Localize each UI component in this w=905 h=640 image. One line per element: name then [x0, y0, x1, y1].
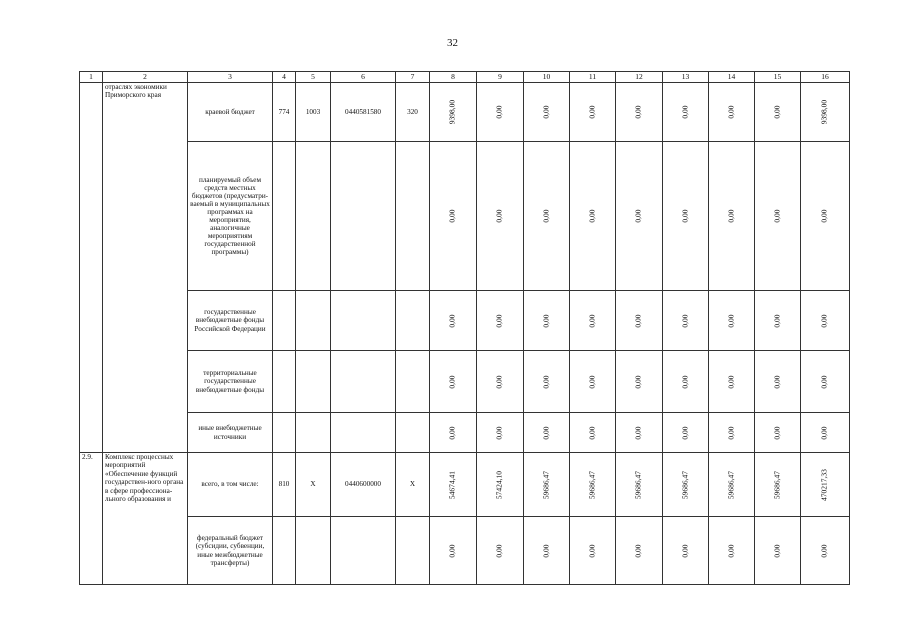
row-number-cell: [80, 83, 103, 453]
value-text: 0,00: [680, 543, 690, 558]
value-text: 59686,47: [680, 470, 690, 499]
code-cell: [273, 517, 296, 585]
value-text: 59686,47: [772, 470, 782, 499]
code-cell: [273, 413, 296, 453]
code-cell: [296, 142, 331, 291]
value-cell: [430, 453, 477, 517]
value-text: 0,00: [726, 105, 736, 119]
value-text: 0,00: [772, 543, 782, 558]
value-text: 0,00: [541, 105, 551, 119]
value-text: 0,00: [772, 105, 782, 119]
value-cell: [663, 83, 709, 142]
value-cell: [570, 413, 616, 453]
column-header: 16: [801, 72, 850, 83]
value-cell: [570, 453, 616, 517]
value-cell: [430, 413, 477, 453]
value-text: 0,00: [587, 209, 597, 223]
value-cell: [755, 517, 801, 585]
value-text: 0,00: [587, 425, 597, 440]
value-cell: [524, 142, 570, 291]
value-text: 0,00: [726, 374, 736, 389]
funding-source-cell: территориальные государственные внебюджетные фонды: [188, 351, 273, 413]
value-cell: [570, 83, 616, 142]
value-cell: [755, 291, 801, 351]
column-header: 5: [296, 72, 331, 83]
value-cell: [477, 142, 524, 291]
table-row: [80, 453, 850, 517]
column-header: 12: [616, 72, 663, 83]
value-text: 0,00: [541, 313, 551, 328]
value-text: 0,00: [726, 313, 736, 328]
column-header: 13: [663, 72, 709, 83]
value-cell: [524, 83, 570, 142]
column-header: 6: [331, 72, 396, 83]
value-text: 54674,41: [447, 470, 457, 499]
funding-source-cell: государственные внебюджетные фонды Российской Федерации: [188, 291, 273, 351]
value-cell: [709, 517, 755, 585]
value-text: 0,00: [772, 313, 782, 328]
value-text: 59686,47: [726, 470, 736, 499]
code-cell: 0440581580: [331, 83, 396, 142]
column-header: 14: [709, 72, 755, 83]
code-cell: 0440600000: [331, 453, 396, 517]
value-cell: [477, 413, 524, 453]
budget-table: [79, 71, 850, 585]
code-cell: [273, 351, 296, 413]
value-text: 0,00: [494, 374, 504, 389]
value-text: 0,00: [680, 209, 690, 223]
activity-name-cell: Комплекс процессных мероприятий «Обеспечение функций государствен-ного органа в сфере профессиона-льного образования и: [103, 453, 188, 585]
code-cell: [296, 291, 331, 351]
column-header: 3: [188, 72, 273, 83]
column-header: 10: [524, 72, 570, 83]
value-cell: [663, 351, 709, 413]
value-cell: [709, 142, 755, 291]
header-row: [80, 72, 850, 83]
value-text: 0,00: [680, 425, 690, 440]
value-cell: [616, 413, 663, 453]
code-cell: [331, 351, 396, 413]
value-text: 0,00: [726, 425, 736, 440]
code-cell: 320: [396, 83, 430, 142]
value-text: 0,00: [541, 425, 551, 440]
value-cell: [801, 83, 850, 142]
value-cell: [616, 291, 663, 351]
value-cell: [477, 517, 524, 585]
value-cell: [801, 453, 850, 517]
value-cell: [755, 453, 801, 517]
value-cell: [570, 291, 616, 351]
value-cell: [524, 413, 570, 453]
code-cell: [396, 291, 430, 351]
value-text: 0,00: [447, 313, 457, 328]
value-cell: [663, 517, 709, 585]
value-cell: [663, 413, 709, 453]
column-header: 4: [273, 72, 296, 83]
value-text: 0,00: [633, 313, 643, 328]
value-text: 0,00: [447, 425, 457, 440]
value-cell: [616, 517, 663, 585]
value-cell: [570, 517, 616, 585]
value-text: 59686,47: [587, 470, 597, 499]
value-cell: [709, 453, 755, 517]
table-row: [80, 142, 850, 291]
value-text: 0,00: [494, 105, 504, 119]
value-text: 0,00: [587, 374, 597, 389]
column-header: 8: [430, 72, 477, 83]
value-cell: [477, 453, 524, 517]
value-text: 0,00: [447, 374, 457, 389]
value-text: 0,00: [819, 543, 829, 558]
value-text: 59686,47: [541, 470, 551, 499]
code-cell: [331, 413, 396, 453]
value-text: 0,00: [772, 425, 782, 440]
value-text: 0,00: [494, 425, 504, 440]
value-cell: [709, 351, 755, 413]
column-header: 7: [396, 72, 430, 83]
value-cell: [430, 83, 477, 142]
value-text: 0,00: [541, 543, 551, 558]
table-row: [80, 83, 850, 142]
code-cell: [273, 291, 296, 351]
value-cell: [430, 517, 477, 585]
code-cell: [396, 413, 430, 453]
value-text: 0,00: [680, 313, 690, 328]
value-text: 0,00: [726, 209, 736, 223]
value-cell: [524, 291, 570, 351]
value-cell: [524, 453, 570, 517]
row-number-cell: 2.9.: [80, 453, 103, 585]
value-cell: [709, 291, 755, 351]
value-cell: [570, 142, 616, 291]
column-header: 15: [755, 72, 801, 83]
value-text: 0,00: [447, 209, 457, 223]
value-cell: [616, 83, 663, 142]
column-header: 9: [477, 72, 524, 83]
value-cell: [477, 83, 524, 142]
page-number: 32: [447, 37, 458, 49]
value-text: 0,00: [494, 209, 504, 223]
value-text: 0,00: [447, 543, 457, 558]
value-text: 0,00: [819, 374, 829, 389]
code-cell: [396, 351, 430, 413]
code-cell: 774: [273, 83, 296, 142]
value-cell: [755, 83, 801, 142]
value-cell: [755, 351, 801, 413]
value-cell: [616, 453, 663, 517]
value-text: 0,00: [633, 374, 643, 389]
value-text: 0,00: [587, 313, 597, 328]
funding-source-cell: всего, в том числе:: [188, 453, 273, 517]
funding-source-cell: иные внебюджетные источники: [188, 413, 273, 453]
funding-source-cell: федеральный бюджет (субсидии, субвенции, иные межбюджетные трансферты): [188, 517, 273, 585]
value-text: 0,00: [726, 543, 736, 558]
value-cell: [801, 413, 850, 453]
value-cell: [616, 142, 663, 291]
value-text: 0,00: [772, 374, 782, 389]
code-cell: X: [296, 453, 331, 517]
column-header: 2: [103, 72, 188, 83]
value-cell: [801, 517, 850, 585]
value-cell: [709, 413, 755, 453]
code-cell: X: [396, 453, 430, 517]
activity-name-cell: отраслях экономики Приморского края: [103, 83, 188, 453]
table-row: [80, 291, 850, 351]
value-text: 0,00: [819, 425, 829, 440]
value-text: 9398,00: [447, 99, 457, 125]
table-row: [80, 517, 850, 585]
code-cell: [296, 413, 331, 453]
value-text: 0,00: [633, 105, 643, 119]
value-cell: [709, 83, 755, 142]
value-cell: [430, 142, 477, 291]
value-cell: [663, 142, 709, 291]
value-text: 0,00: [587, 105, 597, 119]
value-cell: [755, 413, 801, 453]
value-text: 0,00: [541, 374, 551, 389]
value-text: 0,00: [819, 313, 829, 328]
column-header: 11: [570, 72, 616, 83]
column-header: 1: [80, 72, 103, 83]
table-row: [80, 351, 850, 413]
value-text: 0,00: [587, 543, 597, 558]
table-row: [80, 413, 850, 453]
value-cell: [801, 351, 850, 413]
code-cell: [296, 351, 331, 413]
code-cell: [331, 517, 396, 585]
value-text: 0,00: [633, 425, 643, 440]
value-text: 0,00: [680, 374, 690, 389]
value-text: 59686,47: [633, 470, 643, 499]
value-cell: [755, 142, 801, 291]
value-cell: [663, 291, 709, 351]
code-cell: [331, 142, 396, 291]
funding-source-cell: планируемый объем средств местных бюджетов (предусматри-ваемый в муниципальных программах на мероприятия, аналогичные мероприятиям государственной программы): [188, 142, 273, 291]
value-cell: [477, 351, 524, 413]
value-cell: [430, 351, 477, 413]
value-text: 0,00: [633, 209, 643, 223]
code-cell: [396, 517, 430, 585]
value-cell: [616, 351, 663, 413]
value-text: 0,00: [633, 543, 643, 558]
funding-source-cell: краевой бюджет: [188, 83, 273, 142]
value-text: 0,00: [819, 209, 829, 223]
value-cell: [524, 517, 570, 585]
code-cell: 810: [273, 453, 296, 517]
value-text: 470217,33: [819, 468, 829, 501]
value-cell: [663, 453, 709, 517]
value-cell: [801, 142, 850, 291]
value-cell: [801, 291, 850, 351]
value-text: 0,00: [680, 105, 690, 119]
value-text: 57424,10: [494, 470, 504, 499]
value-text: 0,00: [494, 543, 504, 558]
code-cell: [396, 142, 430, 291]
code-cell: 1003: [296, 83, 331, 142]
code-cell: [331, 291, 396, 351]
value-text: 0,00: [494, 313, 504, 328]
value-text: 9398,00: [819, 99, 829, 125]
value-cell: [524, 351, 570, 413]
value-text: 0,00: [772, 209, 782, 223]
code-cell: [296, 517, 331, 585]
value-text: 0,00: [541, 209, 551, 223]
value-cell: [570, 351, 616, 413]
code-cell: [273, 142, 296, 291]
value-cell: [430, 291, 477, 351]
value-cell: [477, 291, 524, 351]
